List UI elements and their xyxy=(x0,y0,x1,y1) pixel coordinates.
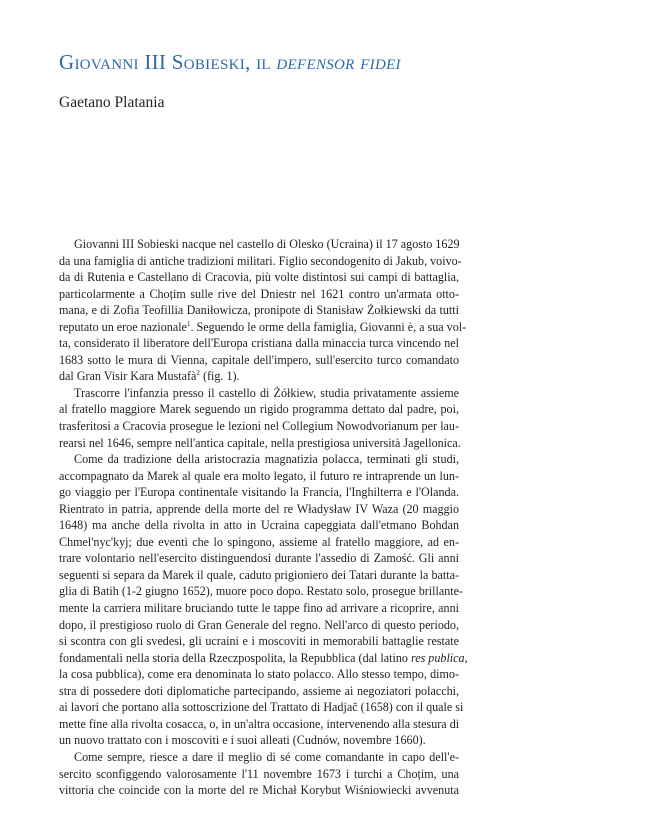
text-line: da una famiglia di antiche tradizioni militari. Figlio secondogenito di Jakub, voivo- xyxy=(59,253,462,268)
text-line: mana, e di Zofia Teofillia Daniłowicza, pronipote di Stanisław Żołkiewski da tutti xyxy=(59,303,459,318)
text-line: Come da tradizione della aristocrazia magnatizia polacca, terminati gli studi, xyxy=(74,452,459,467)
text-line: mette fine alla rivolta cosacca, o, in un'altra occasione, intervenendo alla stesura di xyxy=(59,716,460,731)
article-title xyxy=(59,50,619,75)
text-line: al fratello maggiore Marek seguendo un rigido programma dettato dal padre, poi, xyxy=(59,402,459,417)
text-line: reputato un eroe nazionale$^1$. Seguendo le orme della famiglia, Giovanni è, a sua vol- xyxy=(59,319,467,334)
footnote-ref[interactable]: 2 xyxy=(196,369,200,378)
text-line: dopo, il prestigioso ruolo di Gran Generale del regno. Nell'arco di questo periodo, xyxy=(59,617,459,632)
text-line: trasferitosi a Cracovia prosegue le lezioni nel Collegium Nowodvorianum per lau- xyxy=(59,419,459,434)
text-line: seguenti si separa da Marek il quale, caduto prigioniero dei Tatari durante la batta- xyxy=(59,567,459,582)
text-line: stra di possedere doti diplomatiche partecipando, assieme ai negoziatori polacchi, xyxy=(59,683,459,698)
text-line: 1683 sotto le mura di Vienna, capitale dell'impero, sull'esercito turco comandato xyxy=(59,352,459,367)
text-line: Rientrato in patria, apprende della morte del re Władysław IV Waza (20 maggio xyxy=(59,501,459,516)
text-line: ai lavori che portano alla sottoscrizione del Trattato di Hadjač (1658) con il quale si xyxy=(59,700,464,715)
text-line: go viaggio per l'Europa continentale visitando la Francia, l'Inghilterra e l'Olanda. xyxy=(59,485,459,500)
text-line: la cosa pubblica), come era denominata lo stato polacco. Allo stesso tempo, dimo- xyxy=(59,667,459,682)
text-line: particolarmente a Choțim sulle rive del Dniestr nel 1621 contro un'armata otto- xyxy=(59,286,459,301)
article-body xyxy=(59,236,468,799)
text-line: mente la carriera militare bruciando tutte le tappe fino ad arrivare a ricoprire, anni xyxy=(59,601,459,616)
text-line: Come sempre, riesce a dare il meglio di sé come comandante in capo dell'e- xyxy=(74,749,459,764)
text-line: sercito sconfiggendo valorosamente l'11 novembre 1673 i turchi a Choțim, una xyxy=(59,766,459,781)
text-line: 1648) ma anche della rivolta in atto in Ucraina capeggiata dall'etmano Bohdan xyxy=(59,518,459,533)
text-line: rearsi nel 1646, sempre nell'antica capitale, nella prestigiosa università Jagellonica. xyxy=(59,435,461,450)
text-line: Giovanni III Sobieski nacque nel castello di Olesko (Ucraina) il 17 agosto 1629 xyxy=(74,237,460,251)
text-line: un nuovo trattato con i moscoviti e i suoi alleati (Cudnów, novembre 1660). xyxy=(59,733,426,748)
text-line: Chmel'nyc'kyj; due eventi che lo spingono, assieme al fratello maggiore, ad en- xyxy=(59,534,459,549)
text-line: da di Rutenia e Castellano di Cracovia, più volte distintosi sui campi di battaglia, xyxy=(59,270,459,285)
text-line: ta, considerato il liberatore dell'Europa cristiana dalla minaccia turca vincendo nel xyxy=(59,336,459,351)
text-line: Trascorre l'infanzia presso il castello di Żółkiew, studia privatamente assieme xyxy=(74,385,459,400)
text-line: glia di Batih (1-2 giugno 1652), muore poco dopo. Restato solo, prosegue brillante- xyxy=(59,584,464,599)
text-line: fondamentali nella storia della Rzeczpospolita, la Repubblica (dal latino res publica, xyxy=(59,650,468,665)
text-line: si scontra con gli svedesi, gli ucraini e i moscoviti in memorabili battaglie restate xyxy=(59,634,459,649)
footnote-ref[interactable]: 1 xyxy=(186,319,191,328)
author-name: Gaetano Platania xyxy=(59,94,165,111)
title-main: Giovanni III Sobieski, il xyxy=(59,50,277,74)
text-line: vittoria che coincide con la morte del re Michał Korybut Wiśniowiecki avvenuta xyxy=(59,783,459,798)
title-italic: defensor fidei xyxy=(276,50,401,74)
text-line: dal Gran Visir Kara Mustafà$^2$ (fig. 1). xyxy=(59,369,240,384)
text-line: accompagnato da Marek al quale era molto legato, il futuro re intraprende un lun- xyxy=(59,468,459,483)
text-line: trare volontario nell'esercito distinguendosi durante l'assedio di Zamość. Gli anni xyxy=(59,551,459,566)
